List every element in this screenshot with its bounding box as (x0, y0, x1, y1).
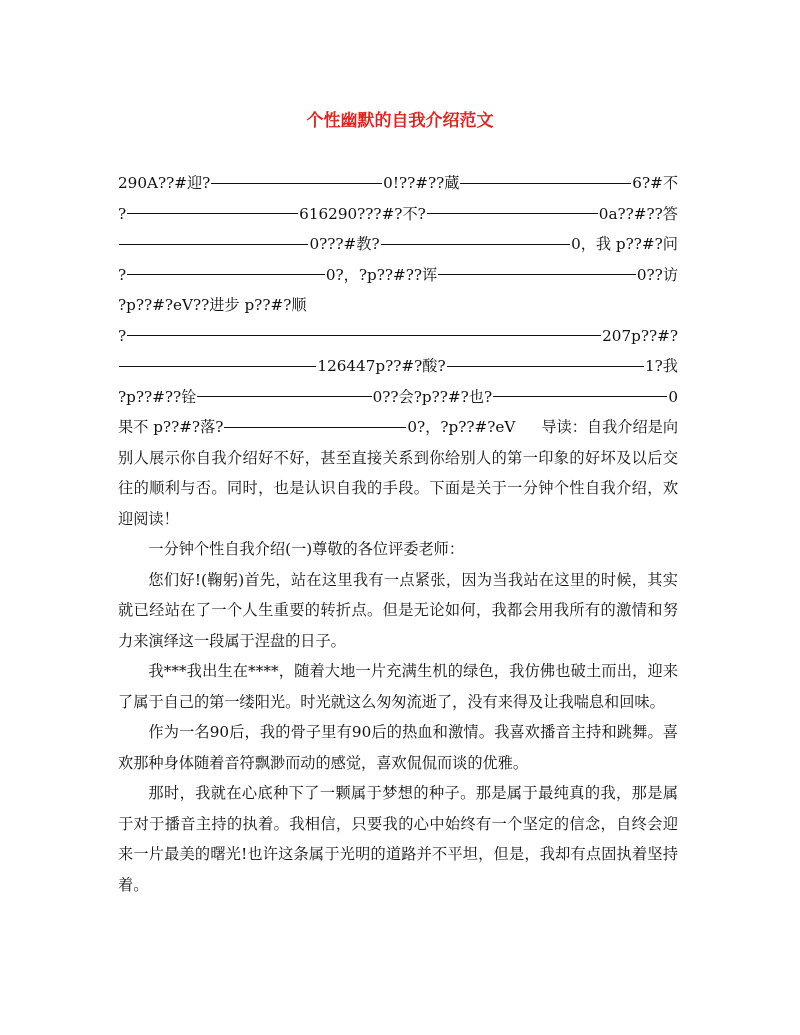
toc-text: 0??访 (636, 265, 679, 284)
toc-text: 0??会?p??#?也? (372, 387, 493, 406)
toc-text: 0!??#??蔵 (383, 174, 460, 192)
toc-rule (427, 213, 598, 214)
toc-text: 0 (668, 387, 679, 406)
toc-rule (224, 427, 406, 428)
document-title: 个性幽默的自我介绍范文 (306, 111, 494, 131)
toc-text: 207p??#? (602, 326, 678, 345)
toc-line (118, 229, 678, 260)
toc-rule (127, 335, 601, 336)
toc-rule (438, 274, 636, 275)
document-body (118, 168, 678, 900)
toc-line (118, 199, 678, 230)
toc-rule (493, 396, 667, 397)
toc-rule (460, 183, 631, 184)
toc-text: 6?#不 (632, 174, 679, 192)
toc-line (118, 382, 678, 413)
section-heading: 一分钟个性自我介绍(一) (148, 540, 313, 558)
toc-line (118, 290, 678, 321)
toc-rule (119, 244, 308, 245)
toc-rule (381, 244, 570, 245)
intro-start: 导读：自我介绍是向 (541, 418, 678, 436)
toc-text: 1?我 (645, 357, 678, 375)
toc-text: ?p??#?eV??进步 p??#?顺 (118, 296, 307, 314)
toc-line (118, 351, 678, 382)
toc-text: 126447p??#?酸? (317, 357, 446, 375)
toc-text: 0a??#??答 (598, 204, 678, 223)
body-paragraph: 作为一名90后，我的骨子里有90后的热血和激情。我喜欢播音主持和跳舞。喜欢那种身体随着音符飘渺而动的感觉，喜欢侃侃而谈的优雅。 (118, 723, 678, 772)
toc-text: 290A??#迎? (118, 174, 211, 192)
toc-text: 0，我 p??#?问 (571, 235, 678, 253)
toc-text: ? (118, 326, 127, 345)
toc-text: 0???#教? (309, 235, 380, 253)
toc-rule (197, 396, 371, 397)
toc-text: ? (118, 204, 127, 223)
body-paragraph: 那时，我就在心底种下了一颗属于梦想的种子。那是属于最纯真的我，那是属于对于播音主持的执着。我相信，只要我的心中始终有一个坚定的信念，自终会迎来一片最美的曙光!也许这条属于光明的道路并不平坦，但是，我却有点固执着坚持着。 (118, 784, 678, 894)
toc-text: 0?，?p??#?eV (407, 418, 516, 436)
toc-rule (127, 213, 298, 214)
toc-rule (447, 366, 644, 367)
intro-paragraph: 别人展示你自我介绍好不好，甚至直接关系到你给别人的第一印象的好坏及以后交往的顺利与否。同时，也是认识自我的手段。下面是关于一分钟个性自我介绍，欢迎阅读！ (118, 448, 678, 528)
body-paragraph: 您们好!(鞠躬)首先，站在这里我有一点紧张，因为当我站在这里的时候，其实就已经站在了一个人生重要的转折点。但是无论如何，我都会用我所有的激情和努力来演绎这一段属于涅盘的日子。 (118, 570, 678, 650)
toc-line (118, 260, 678, 291)
toc-line (118, 168, 678, 199)
toc-text: 果不 p??#?落? (118, 418, 224, 436)
toc-text: 0?，?p??#??诨 (325, 265, 438, 284)
toc-rule (211, 183, 382, 184)
toc-rule (119, 366, 316, 367)
body-paragraph: 我***我出生在****，随着大地一片充满生机的绿色，我仿佛也破土而出，迎来了属于自己的第一缕阳光。时光就这么匆匆流逝了，没有来得及让我喘息和回味。 (118, 662, 678, 711)
garbled-toc (118, 168, 678, 412)
toc-rule (127, 274, 325, 275)
toc-text: ? (118, 265, 127, 284)
toc-line (118, 321, 678, 352)
toc-line-last (118, 412, 678, 443)
toc-text: 616290???#?不? (299, 204, 426, 223)
toc-text: ?p??#??铨 (118, 387, 197, 406)
section-heading-line (118, 534, 678, 565)
salutation: 尊敬的各位评委老师： (312, 540, 464, 558)
